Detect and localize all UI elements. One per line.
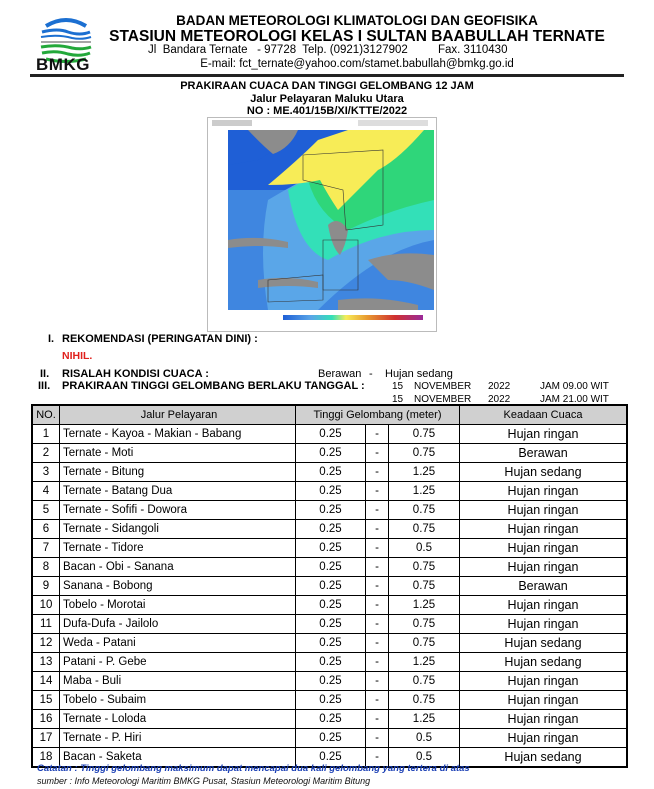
row-wave-high: 1.25 (389, 710, 460, 729)
station-name: STASIUN METEOROLOGI KELAS I SULTAN BAABULLAH TERNATE (109, 28, 605, 45)
section-3-number: III. (38, 380, 51, 392)
row-wave-high: 0.75 (389, 672, 460, 691)
table-row (32, 729, 627, 748)
row-wave-high: 0.75 (389, 444, 460, 463)
row-wave-dash: - (366, 501, 389, 520)
row-no: 14 (32, 672, 60, 691)
logo-text: BMKG (36, 55, 90, 74)
row-wave-low: 0.25 (296, 463, 366, 482)
row-wave-high: 0.75 (389, 577, 460, 596)
row-weather: Hujan sedang (460, 463, 628, 482)
header-no: NO. (32, 405, 60, 425)
row-wave-high: 0.5 (389, 748, 460, 768)
row-wave-low: 0.25 (296, 615, 366, 634)
row-route: Tobelo - Morotai (60, 596, 296, 615)
row-wave-low: 0.25 (296, 558, 366, 577)
row-wave-low: 0.25 (296, 501, 366, 520)
row-no: 17 (32, 729, 60, 748)
row-wave-high: 0.75 (389, 634, 460, 653)
doc-number: NO : ME.401/15B/XI/KTTE/2022 (246, 105, 408, 117)
row-wave-dash: - (366, 520, 389, 539)
row-route: Ternate - Tidore (60, 539, 296, 558)
row-wave-low: 0.25 (296, 748, 366, 768)
table-row (32, 558, 627, 577)
email: E-mail: fct_ternate@yahoo.com/stamet.babullah@bmkg.go.id (200, 58, 514, 70)
table-row (32, 615, 627, 634)
row-wave-low: 0.25 (296, 596, 366, 615)
row-route: Tobelo - Subaim (60, 691, 296, 710)
row-wave-low: 0.25 (296, 634, 366, 653)
section-2-label: RISALAH KONDISI CUACA : (62, 368, 209, 380)
table-row (32, 520, 627, 539)
row-wave-high: 0.75 (389, 615, 460, 634)
table-row (32, 425, 627, 444)
row-no: 16 (32, 710, 60, 729)
table-row (32, 501, 627, 520)
row-wave-dash: - (366, 539, 389, 558)
row-route: Dufa-Dufa - Jailolo (60, 615, 296, 634)
row-wave-dash: - (366, 615, 389, 634)
section-1-number: I. (48, 333, 55, 345)
table-row (32, 482, 627, 501)
row-route: Ternate - Kayoa - Makian - Babang (60, 425, 296, 444)
row-no: 13 (32, 653, 60, 672)
row-route: Weda - Patani (60, 634, 296, 653)
table-row (32, 634, 627, 653)
row-wave-low: 0.25 (296, 539, 366, 558)
row-route: Ternate - Bitung (60, 463, 296, 482)
row-wave-high: 1.25 (389, 482, 460, 501)
header-weather: Keadaan Cuaca (460, 405, 628, 425)
row-weather: Hujan ringan (460, 558, 628, 577)
address: Jl Bandara Ternate - 97728 Telp. (0921)3127902 (148, 44, 408, 56)
section-3-label: PRAKIRAAN TINGGI GELOMBANG BERLAKU TANGGAL : (62, 380, 365, 392)
header-route: Jalur Pelayaran (60, 405, 296, 425)
row-weather: Hujan ringan (460, 482, 628, 501)
row-weather: Hujan ringan (460, 691, 628, 710)
row-no: 15 (32, 691, 60, 710)
row-no: 5 (32, 501, 60, 520)
row-wave-dash: - (366, 425, 389, 444)
row-wave-low: 0.25 (296, 710, 366, 729)
row-no: 9 (32, 577, 60, 596)
row-wave-dash: - (366, 596, 389, 615)
row-no: 12 (32, 634, 60, 653)
row-wave-high: 1.25 (389, 596, 460, 615)
validity-1-time: JAM 09.00 WIT (540, 381, 609, 392)
row-route: Ternate - Loloda (60, 710, 296, 729)
table-row (32, 672, 627, 691)
validity-1-month: NOVEMBER (414, 381, 472, 392)
validity-2-month: NOVEMBER (414, 394, 472, 405)
table-row (32, 577, 627, 596)
warning-value: NIHIL. (62, 350, 93, 362)
table-row (32, 596, 627, 615)
row-wave-high: 0.75 (389, 691, 460, 710)
row-weather: Hujan ringan (460, 596, 628, 615)
header-wave-height: Tinggi Gelombang (meter) (296, 405, 460, 425)
row-wave-low: 0.25 (296, 577, 366, 596)
row-wave-dash: - (366, 444, 389, 463)
table-header-row (32, 405, 627, 425)
row-wave-high: 0.75 (389, 558, 460, 577)
weather-dash: - (369, 368, 373, 380)
validity-1-year: 2022 (488, 381, 511, 392)
weather-from: Berawan (318, 368, 362, 380)
row-weather: Hujan ringan (460, 729, 628, 748)
doc-subtitle: Jalur Pelayaran Maluku Utara (250, 93, 404, 105)
row-wave-high: 0.5 (389, 539, 460, 558)
table-row (32, 710, 627, 729)
row-route: Ternate - Moti (60, 444, 296, 463)
row-route: Ternate - Batang Dua (60, 482, 296, 501)
row-wave-low: 0.25 (296, 520, 366, 539)
row-route: Ternate - Sidangoli (60, 520, 296, 539)
validity-1-day: 15 (392, 381, 404, 392)
row-wave-high: 0.75 (389, 425, 460, 444)
row-weather: Berawan (460, 577, 628, 596)
row-wave-dash: - (366, 653, 389, 672)
row-wave-dash: - (366, 748, 389, 768)
row-wave-low: 0.25 (296, 729, 366, 748)
row-weather: Hujan sedang (460, 748, 628, 768)
row-no: 10 (32, 596, 60, 615)
row-weather: Hujan ringan (460, 672, 628, 691)
row-wave-low: 0.25 (296, 482, 366, 501)
row-weather: Hujan ringan (460, 615, 628, 634)
row-wave-dash: - (366, 463, 389, 482)
row-wave-low: 0.25 (296, 444, 366, 463)
row-no: 18 (32, 748, 60, 768)
row-route: Bacan - Saketa (60, 748, 296, 768)
row-wave-high: 0.75 (389, 501, 460, 520)
row-weather: Hujan ringan (460, 501, 628, 520)
row-wave-low: 0.25 (296, 691, 366, 710)
row-no: 6 (32, 520, 60, 539)
section-2-number: II. (40, 368, 50, 380)
table-row (32, 653, 627, 672)
forecast-table (31, 404, 628, 768)
row-wave-low: 0.25 (296, 653, 366, 672)
wave-height-map (207, 117, 437, 332)
row-wave-dash: - (366, 634, 389, 653)
section-1-label: REKOMENDASI (PERINGATAN DINI) : (62, 333, 258, 345)
validity-2-time: JAM 21.00 WIT (540, 394, 609, 405)
row-wave-low: 0.25 (296, 672, 366, 691)
row-no: 2 (32, 444, 60, 463)
row-wave-high: 0.75 (389, 520, 460, 539)
row-no: 1 (32, 425, 60, 444)
table-row (32, 691, 627, 710)
row-wave-dash: - (366, 577, 389, 596)
row-route: Maba - Buli (60, 672, 296, 691)
row-weather: Hujan ringan (460, 425, 628, 444)
row-wave-high: 0.5 (389, 729, 460, 748)
row-wave-high: 1.25 (389, 653, 460, 672)
validity-2-year: 2022 (488, 394, 511, 405)
row-wave-high: 1.25 (389, 463, 460, 482)
row-no: 3 (32, 463, 60, 482)
row-weather: Hujan ringan (460, 520, 628, 539)
row-route: Sanana - Bobong (60, 577, 296, 596)
row-weather: Hujan ringan (460, 710, 628, 729)
row-wave-low: 0.25 (296, 425, 366, 444)
row-weather: Hujan sedang (460, 634, 628, 653)
table-row (32, 463, 627, 482)
wave-map-graphic (208, 118, 436, 331)
row-weather: Berawan (460, 444, 628, 463)
row-wave-dash: - (366, 482, 389, 501)
weather-to: Hujan sedang (385, 368, 453, 380)
header-divider (30, 74, 624, 77)
footer-note: Catatan : Tinggi gelombang maksimum dapat mencapai dua kali gelombang yang tertera di atas (37, 763, 470, 774)
row-no: 8 (32, 558, 60, 577)
row-wave-dash: - (366, 710, 389, 729)
row-weather: Hujan ringan (460, 539, 628, 558)
row-wave-dash: - (366, 691, 389, 710)
row-no: 4 (32, 482, 60, 501)
row-route: Patani - P. Gebe (60, 653, 296, 672)
doc-title: PRAKIRAAN CUACA DAN TINGGI GELOMBANG 12 JAM (180, 80, 474, 92)
row-route: Bacan - Obi - Sanana (60, 558, 296, 577)
fax: Fax. 3110430 (438, 44, 508, 56)
row-route: Ternate - P. Hiri (60, 729, 296, 748)
row-route: Ternate - Sofifi - Dowora (60, 501, 296, 520)
row-no: 11 (32, 615, 60, 634)
row-weather: Hujan sedang (460, 653, 628, 672)
row-wave-dash: - (366, 729, 389, 748)
table-row (32, 444, 627, 463)
agency-name: BADAN METEOROLOGI KLIMATOLOGI DAN GEOFISIKA (176, 13, 538, 28)
row-wave-dash: - (366, 558, 389, 577)
validity-2-day: 15 (392, 394, 404, 405)
footer-source: sumber : Info Meteorologi Maritim BMKG Pusat, Stasiun Meteorologi Maritim Bitung (37, 776, 371, 786)
table-row (32, 539, 627, 558)
row-wave-dash: - (366, 672, 389, 691)
row-no: 7 (32, 539, 60, 558)
